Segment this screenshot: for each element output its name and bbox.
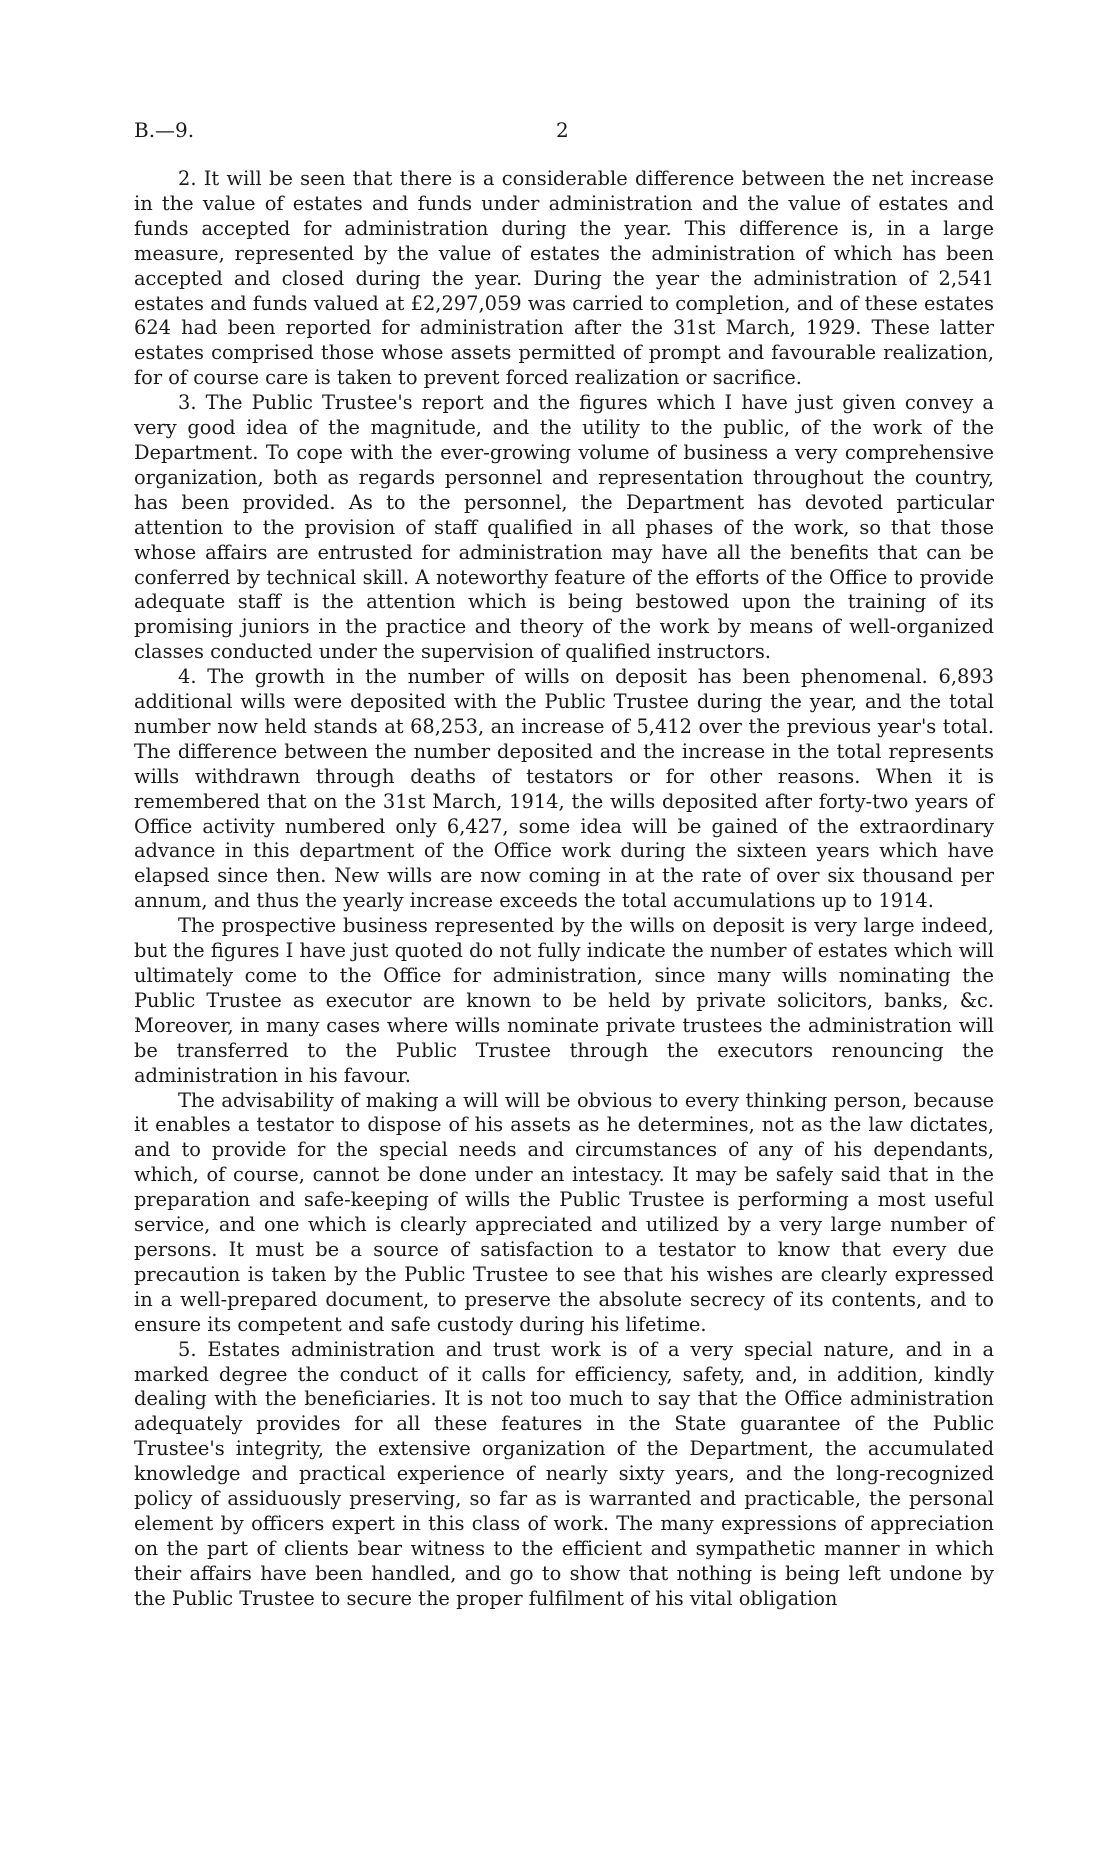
paragraph-3: 3. The Public Trustee's report and the figures which I have just given convey a very good idea of the magnitude, and the utility to the public, of the work of the Department. To cope with the ever-growing volume of business a very comprehensive organization, both as regards personnel and representation throughout the country, has been provided. As to the personnel, the Department has devoted particular attention to the provision of staff qualified in all phases of the work, so that those whose affairs are entrusted for administration may have all the benefits that can be conferred by technical skill. A noteworthy feature of the efforts of the Office to provide adequate staff is the attention which is being bestowed upon the training of its promising juniors in the practice and theory of the work by means of well-organized classes conducted under the supervision of qualified instructors. bbox=[134, 391, 994, 664]
body-text bbox=[134, 167, 994, 1612]
page-header bbox=[134, 118, 994, 148]
paragraph-2: 2. It will be seen that there is a considerable difference between the net increase in the value of estates and funds under administration and the value of estates and funds accepted for administration during the year. This difference is, in a large measure, represented by the value of estates the administration of which has been accepted and closed during the year. During the year the administration of 2,541 estates and funds valued at £2,297,059 was carried to completion, and of these estates 624 had been reported for administration after the 31st March, 1929. These latter estates comprised those whose assets permitted of prompt and favourable realization, for of course care is taken to prevent forced realization or sacrifice. bbox=[134, 167, 994, 390]
document-reference: B.—9. bbox=[134, 118, 195, 142]
page-number: 2 bbox=[556, 118, 569, 142]
paragraph-prospective-business: The prospective business represented by the wills on deposit is very large indeed, but the figures I have just quoted do not fully indicate the number of estates which will ultimately come to the Office for administration, since many wills nominating the Public Trustee as executor are known to be held by private solicitors, banks, &c. Moreover, in many cases where wills nominate private trustees the administration will be transferred to the Public Trustee through the executors renouncing the administration in his favour. bbox=[134, 914, 994, 1087]
paragraph-advisability: The advisability of making a will will be obvious to every thinking person, because it enables a testator to dispose of his assets as he determines, not as the law dictates, and to provide for the special needs and circumstances of any of his dependants, which, of course, cannot be done under an intestacy. It may be safely said that in the preparation and safe-keeping of wills the Public Trustee is performing a most useful service, and one which is clearly appreciated and utilized by a very large number of persons. It must be a source of satisfaction to a testator to know that every due precaution is taken by the Public Trustee to see that his wishes are clearly expressed in a well-prepared document, to preserve the absolute secrecy of its contents, and to ensure its competent and safe custody during his lifetime. bbox=[134, 1088, 994, 1336]
paragraph-5: 5. Estates administration and trust work is of a very special nature, and in a marked degree the conduct of it calls for efficiency, safety, and, in addition, kindly dealing with the beneficiaries. It is not too much to say that the Office administration adequately provides for all these features in the State guarantee of the Public Trustee's integrity, the extensive organization of the Department, the accumulated knowledge and practical experience of nearly sixty years, and the long-recognized policy of assiduously preserving, so far as is warranted and practicable, the personal element by officers expert in this class of work. The many expressions of appreciation on the part of clients bear witness to the efficient and sympathetic manner in which their affairs have been handled, and go to show that nothing is being left undone by the Public Trustee to secure the proper fulfilment of his vital obligation bbox=[134, 1337, 994, 1610]
paragraph-4: 4. The growth in the number of wills on deposit has been phenomenal. 6,893 additional wills were deposited with the Public Trustee during the year, and the total number now held stands at 68,253, an increase of 5,412 over the previous year's total. The difference between the number deposited and the increase in the total represents wills withdrawn through deaths of testators or for other reasons. When it is remembered that on the 31st March, 1914, the wills deposited after forty-two years of Office activity numbered only 6,427, some idea will be gained of the extraordinary advance in this department of the Office work during the sixteen years which have elapsed since then. New wills are now coming in at the rate of over six thousand per annum, and thus the yearly increase exceeds the total accumulations up to 1914. bbox=[134, 665, 994, 913]
